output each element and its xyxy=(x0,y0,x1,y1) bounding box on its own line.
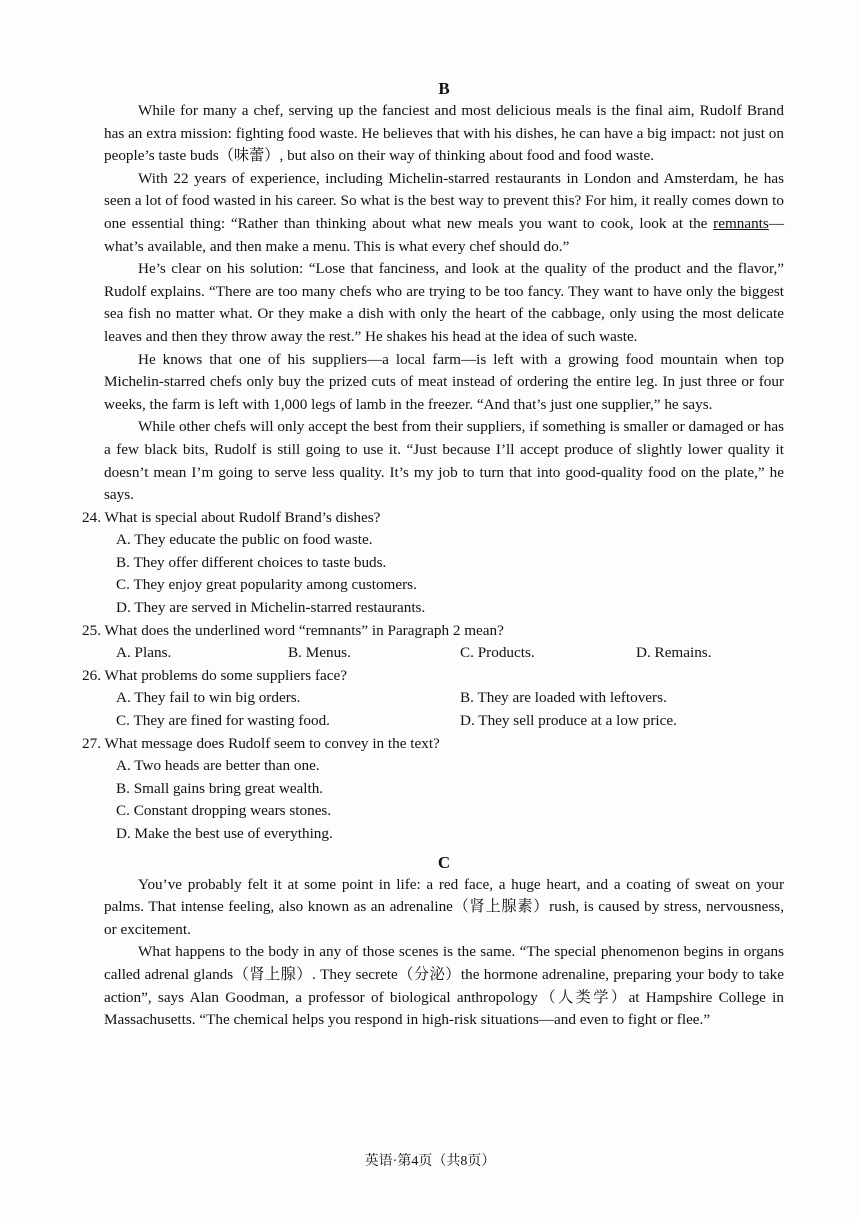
options-row xyxy=(104,642,784,665)
question-stem: 25. What does the underlined word “remnants” in Paragraph 2 mean? xyxy=(82,621,504,639)
option-a: A. Two heads are better than one. xyxy=(116,757,320,775)
section-b-paragraph-4: He knows that one of his suppliers—a local farm—is left with a growing food mountain when top Michelin-starred chefs only buy the prized cuts of meat instead of ordering the entire leg. In just three or four weeks, the farm is left with 1,000 legs of lamb in the freezer. “And that’s just one supplier,” he says. xyxy=(104,350,784,413)
paragraph-2-text-a: With 22 years of experience, including Michelin-starred restaurants in London and Amsterdam, he has seen a lot of food wasted in his career. So what is the best way to prevent this? For him, it really comes down to one essential thing: “Rather than thinking about what new meals you want to cook, look at the xyxy=(104,169,784,232)
question-stem: 24. What is special about Rudolf Brand’s dishes? xyxy=(82,508,381,526)
option-b: B. They offer different choices to taste buds. xyxy=(116,553,387,571)
options-row xyxy=(104,687,784,710)
section-c-paragraph-2: What happens to the body in any of those scenes is the same. “The special phenomenon begins in organs called adrenal glands（肾上腺）. They secrete（分泌）the hormone adrenaline, preparing your body to take action”, says Alan Goodman, a professor of biological anthropology（人类学）at Hampshire College in Massachusetts. “The chemical helps you respond in high-risk situations—and even to fight or flee.” xyxy=(104,943,784,1029)
option-b: B. Small gains bring great wealth. xyxy=(116,779,324,797)
section-b-paragraph-3: He’s clear on his solution: “Lose that fanciness, and look at the quality of the product and the flavor,” Rudolf explains. “There are too many chefs who are trying to be too fancy. They want to have only the biggest sea fish no matter what. Or they make a dish with only the heart of the cabbage, only using the most delicate leaves and then they throw away the rest.” He shakes his head at the idea of such waste. xyxy=(104,260,784,345)
section-b-paragraph-2 xyxy=(104,168,784,258)
option-c: C. Constant dropping wears stones. xyxy=(116,802,332,820)
option-c: C. They enjoy great popularity among customers. xyxy=(116,576,417,594)
option-d: D. They sell produce at a low price. xyxy=(460,712,677,730)
option-c: C. Products. xyxy=(460,644,535,662)
option-a: A. They educate the public on food waste. xyxy=(116,531,373,549)
exam-page xyxy=(82,78,784,1032)
section-c-paragraph-1: You’ve probably felt it at some point in life: a red face, a huge heart, and a coating of sweat on your palms. That intense feeling, also known as an adrenaline（肾上腺素）rush, is caused by stress, nervousness, or excitement. xyxy=(104,875,784,938)
page-footer: 英语·第4页（共8页） xyxy=(364,1154,496,1169)
option-a: A. They fail to win big orders. xyxy=(116,689,301,707)
option-c: C. They are fined for wasting food. xyxy=(116,712,330,730)
option-b: B. They are loaded with leftovers. xyxy=(460,689,667,707)
section-c-title: C xyxy=(437,852,451,872)
question-stem: 26. What problems do some suppliers face? xyxy=(82,666,348,684)
option-a: A. Plans. xyxy=(116,644,172,662)
question-27 xyxy=(82,733,784,846)
section-b-paragraph-1: While for many a chef, serving up the fanciest and most delicious meals is the final aim, Rudolf Brand has an extra mission: fighting food waste. He believes that with his dishes, he can have a big impact: not just on people’s taste buds（味蕾）, but also on their way of thinking about food and food waste. xyxy=(104,102,784,165)
section-b-paragraph-5: While other chefs will only accept the best from their suppliers, if something is smaller or damaged or has a few black bits, Rudolf is still going to use it. “Just because I’ll accept produce of slightly lower quality it doesn’t mean I’m going to serve less quality. It’s my job to turn that into good-quality food on the plate,” he says. xyxy=(104,418,784,504)
underlined-word-remnants: remnants xyxy=(713,214,769,232)
option-d: D. Make the best use of everything. xyxy=(116,825,333,842)
option-b: B. Menus. xyxy=(288,644,351,662)
question-24 xyxy=(82,507,784,620)
question-stem: 27. What message does Rudolf seem to convey in the text? xyxy=(82,734,440,752)
option-d: D. They are served in Michelin-starred restaurants. xyxy=(116,599,426,617)
options-row xyxy=(104,710,784,733)
question-25 xyxy=(82,620,784,665)
section-b-title: B xyxy=(438,79,450,98)
option-d: D. Remains. xyxy=(636,644,712,662)
question-26 xyxy=(82,665,784,733)
paragraph-2-text-b: —what’s available, and then make a menu. This is what every chef should do.” xyxy=(104,214,784,255)
